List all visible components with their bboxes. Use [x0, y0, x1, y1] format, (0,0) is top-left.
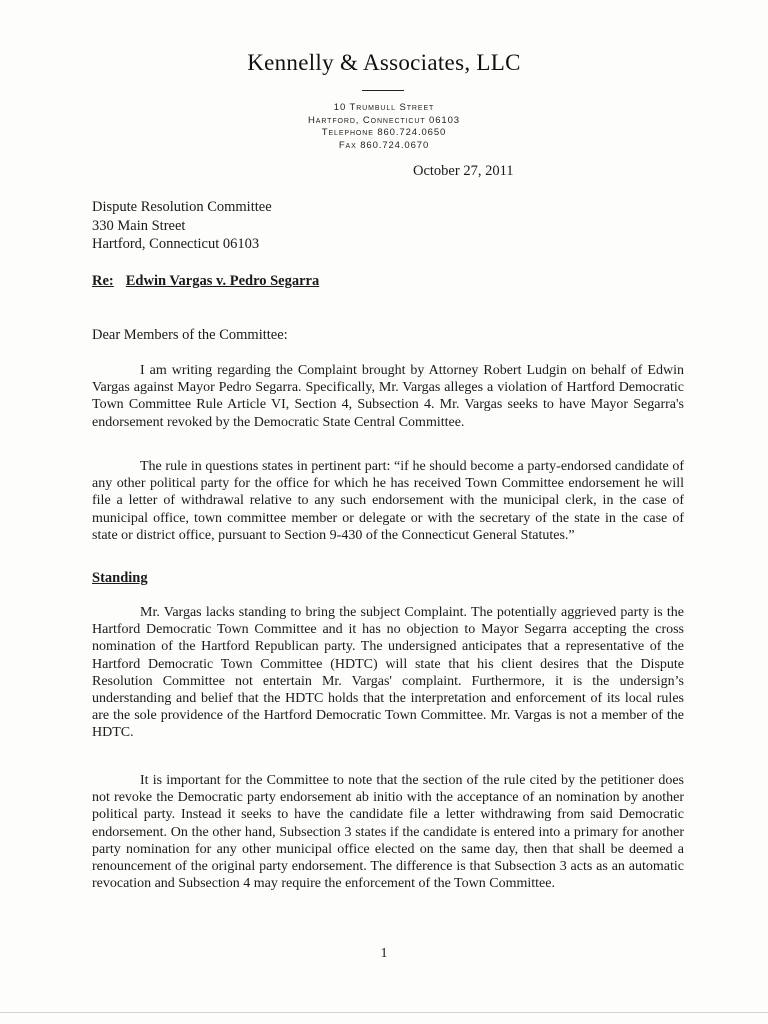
body-paragraph-rule: The rule in questions states in pertinent part: “if he should become a party-endorsed candidate of any other political party for the office for which he has received Town Committee endorsement he will file a letter of withdrawal relative to any such endorsement with the municipal clerk, in the case of municipal office, town committee member or delegate or with the secretary of the state in the case of state or district office, pursuant to Section 9-430 of the Connecticut General Statutes.”	[92, 459, 684, 543]
salutation: Dear Members of the Committee:	[92, 327, 288, 343]
firm-name: Kennelly & Associates, LLC	[247, 50, 521, 75]
page-bottom-edge	[0, 1012, 768, 1013]
address-fax: Fax 860.724.0670	[338, 139, 430, 151]
body-paragraph-intro: I am writing regarding the Complaint brought by Attorney Robert Ludgin on behalf of Edwin Vargas against Mayor Pedro Segarra. Specifically, Mr. Vargas alleges a violation of Hartford Democratic Town Committee Rule Article VI, Section 4, Subsection 4. Mr. Vargas seeks to have Mayor Segarra's endorsement revoked by the Democratic State Central Committee.	[92, 363, 684, 430]
address-street: 10 Trumbull Street	[333, 102, 435, 113]
body-paragraph-revocation: It is important for the Committee to note that the section of the rule cited by the petitioner does not revoke the Democratic party endorsement ab initio with the acceptance of an nomination by another political party. Instead it seeks to have the candidate file a letter withdrawing from said Democratic endorsement. On the other hand, Subsection 3 states if the candidate is entered into a primary for another party nomination for any other municipal office elected on the same day, then that shall be deemed a renouncement of the original party endorsement. The difference is that Subsection 3 acts as an automatic revocation and Subsection 4 may require the enforcement of the Town Committee.	[92, 773, 684, 892]
address-city: Hartford, Connecticut 06103	[308, 114, 460, 126]
letterhead-divider	[362, 90, 404, 91]
body-paragraph-standing: Mr. Vargas lacks standing to bring the subject Complaint. The potentially aggrieved party is the Hartford Democratic Town Committee and it has no objection to Mayor Segarra accepting the cross nomination of the Hartford Republican party. The undersigned anticipates that a representative of the Hartford Democratic Town Committee (HDTC) will state that his client desires that the Dispute Resolution Committee not entertain Mr. Vargas' complaint. Furthermore, it is the undersign’s understanding and belief that the HDTC holds that the interpretation and enforcement of its local rules are the sole providence of the Hartford Democratic Town Committee. Mr. Vargas is not a member of the HDTC.	[92, 605, 684, 741]
letter-date: October 27, 2011	[413, 163, 514, 179]
subject-text: Edwin Vargas v. Pedro Segarra	[125, 273, 320, 289]
section-heading-standing: Standing	[92, 570, 148, 586]
letterhead-address	[0, 102, 768, 152]
subject-line	[92, 273, 319, 290]
subject-label: Re:	[92, 273, 114, 289]
recipient-city: Hartford, Connecticut 06103	[92, 236, 260, 252]
recipient-street: 330 Main Street	[92, 217, 186, 234]
page-number: 1	[380, 946, 388, 961]
address-telephone: Telephone 860.724.0650	[321, 127, 447, 138]
recipient-name: Dispute Resolution Committee	[92, 199, 272, 215]
recipient-block	[92, 198, 272, 254]
